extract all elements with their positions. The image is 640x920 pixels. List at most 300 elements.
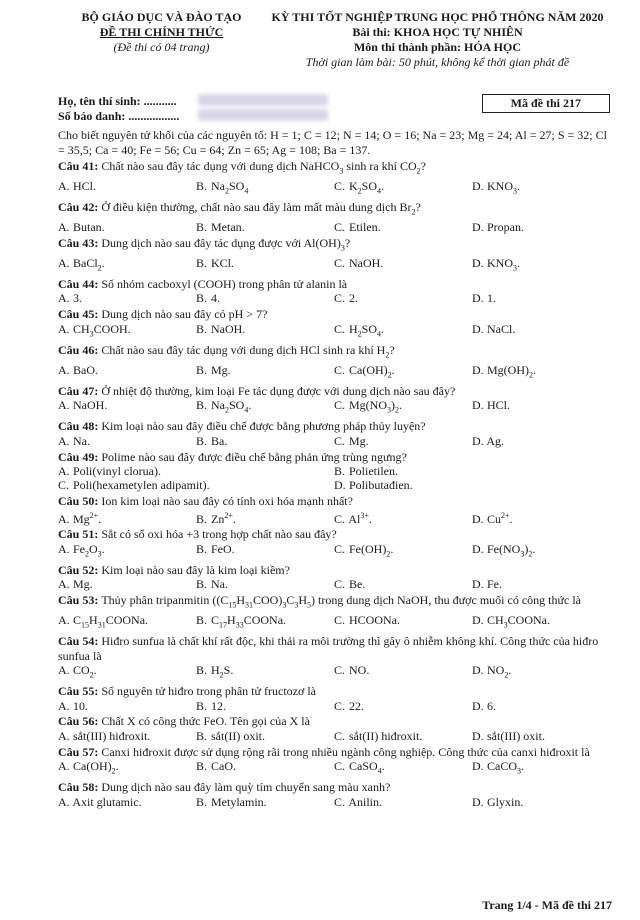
- option-letter: B.: [196, 179, 208, 194]
- question-stem: [58, 159, 610, 179]
- option-text: 2.: [346, 291, 358, 306]
- answer-option: [334, 699, 472, 713]
- option-letter: D.: [472, 179, 484, 194]
- option-text: $KNO_3$.: [484, 179, 520, 196]
- option-text: sắt(II) hiđroxit.: [346, 728, 423, 743]
- option-text: $K_2SO_4$.: [346, 179, 385, 196]
- question-number: Câu 55:: [58, 684, 102, 699]
- question-text: Số nguyên tử hiđro trong phân tử fructozơ là: [101, 684, 316, 699]
- answer-options: [58, 542, 610, 562]
- answer-options: [58, 464, 610, 493]
- option-letter: A.: [58, 255, 70, 270]
- answer-option: [58, 291, 196, 305]
- question-stem: [58, 200, 610, 220]
- answer-option: [334, 291, 472, 305]
- answer-option: [334, 220, 472, 234]
- option-letter: D.: [472, 794, 484, 809]
- question-text: Ở nhiệt độ thường, kim loại Fe tác dụng được với dung dịch nào sau đây?: [101, 383, 456, 398]
- option-text: 4.: [208, 291, 220, 306]
- option-letter: B.: [196, 362, 208, 377]
- option-text: $Na_2SO_4$.: [208, 398, 252, 415]
- option-text: $NO_2$.: [484, 662, 512, 680]
- option-letter: C.: [334, 220, 346, 235]
- option-text: $Mg^{2+}$.: [70, 510, 102, 526]
- answer-option: [196, 729, 334, 743]
- question-number: Câu 47:: [58, 383, 102, 398]
- option-text: $Zn^{2+}$.: [208, 510, 236, 526]
- header-right: [265, 10, 610, 70]
- option-letter: A.: [58, 758, 70, 773]
- option-letter: B.: [196, 398, 208, 413]
- answer-option: [334, 509, 472, 526]
- question-stem: [58, 684, 610, 698]
- answer-option: [58, 729, 196, 743]
- answer-option: [58, 434, 196, 448]
- answer-option: [472, 256, 610, 276]
- answer-option: [58, 220, 196, 234]
- option-text: sắt(III) oxit.: [484, 728, 545, 743]
- option-text: Poli(hexametylen adipamit).: [70, 478, 210, 493]
- option-text: $Ca(OH)_2$.: [70, 758, 119, 776]
- option-text: $CH_3COOH$.: [70, 321, 131, 338]
- question-stem: [58, 714, 610, 728]
- answer-option: [472, 220, 610, 234]
- option-letter: C.: [334, 321, 346, 336]
- ministry-name: BỘ GIÁO DỤC VÀ ĐÀO TẠO: [81, 10, 242, 24]
- answer-option: [334, 613, 472, 633]
- option-letter: D.: [472, 220, 484, 235]
- answer-option: [196, 795, 334, 809]
- question: [58, 343, 610, 383]
- answer-options: [58, 322, 610, 342]
- option-text: Glyxin.: [484, 794, 524, 809]
- question: [58, 200, 610, 234]
- option-letter: D.: [472, 362, 484, 377]
- option-letter: D.: [334, 478, 346, 493]
- option-text: 12.: [208, 698, 226, 713]
- option-text: $Mg(NO_3)_2$.: [346, 398, 402, 415]
- question: [58, 563, 610, 592]
- option-text: $CH_3COONa$.: [484, 612, 550, 630]
- question-text: Sắt có số oxi hóa +3 trong hợp chất nào sau đây?: [101, 527, 337, 542]
- option-text: $Fe(NO_3)_2$.: [484, 541, 536, 559]
- option-letter: B.: [196, 662, 208, 677]
- answer-option: [334, 759, 472, 779]
- option-text: CaSO$_4$.: [346, 758, 385, 776]
- answer-option: [58, 663, 196, 683]
- question-number: Câu 54:: [58, 634, 102, 649]
- answer-option: [472, 613, 610, 633]
- option-text: CaCO$_3$.: [484, 758, 524, 776]
- answer-option: [196, 322, 334, 342]
- answer-option: [472, 577, 610, 591]
- answer-option: [58, 478, 334, 492]
- question-number: Câu 49:: [58, 449, 102, 464]
- option-text: NaCl.: [484, 321, 516, 336]
- option-letter: A.: [58, 541, 70, 556]
- question-number: Câu 44:: [58, 276, 102, 291]
- option-letter: B.: [196, 291, 208, 306]
- question-stem: [58, 277, 610, 291]
- option-text: HCOONa.: [346, 612, 400, 627]
- option-letter: C.: [334, 291, 346, 306]
- question-stem: [58, 593, 610, 613]
- option-text: 1.: [484, 291, 496, 306]
- option-text: NaOH.: [208, 321, 246, 336]
- option-letter: C.: [58, 478, 70, 493]
- option-letter: D.: [472, 577, 484, 592]
- answer-option: [334, 256, 472, 276]
- option-letter: C.: [334, 758, 346, 773]
- question-stem: [58, 343, 610, 363]
- exam-title: KỲ THI TỐT NGHIỆP TRUNG HỌC PHỔ THÔNG NĂM 2020: [271, 10, 604, 24]
- answer-option: [196, 613, 334, 633]
- answer-option: [58, 398, 196, 418]
- option-text: Butan.: [70, 220, 105, 235]
- option-text: $CO_2$.: [70, 662, 97, 680]
- answer-options: [58, 663, 610, 683]
- answer-option: [334, 322, 472, 342]
- option-text: 10.: [70, 698, 88, 713]
- atomic-mass-intro: Cho biết nguyên tử khối của các nguyên tố: H = 1; C = 12; N = 14; O = 16; Na = 23; Mg = 24; Al = 27; S = 32; Cl = 35,5; Ca = 40; Fe = 56; Cu = 64; Zn = 65; Ag = 108; Ba = 137.: [58, 128, 607, 157]
- option-letter: B.: [196, 612, 208, 627]
- answer-option: [472, 509, 610, 526]
- option-letter: C.: [334, 577, 346, 592]
- answer-options: [58, 291, 610, 305]
- option-text: $KNO_3$.: [484, 255, 520, 273]
- option-letter: D.: [472, 728, 484, 743]
- answer-options: [58, 434, 610, 448]
- question: [58, 745, 610, 779]
- answer-option: [472, 729, 610, 743]
- option-letter: D.: [472, 758, 484, 773]
- question-number: Câu 46:: [58, 342, 102, 357]
- option-letter: B.: [196, 577, 208, 592]
- answer-option: [58, 577, 196, 591]
- question-number: Câu 52:: [58, 562, 102, 577]
- answer-option: [196, 577, 334, 591]
- question-text: Polime nào sau đây được điều chế bằng phản ứng trùng ngưng?: [101, 449, 407, 464]
- option-letter: D.: [472, 398, 484, 413]
- official-label: ĐỀ THI CHÍNH THỨC: [99, 25, 224, 39]
- option-letter: C.: [334, 255, 346, 270]
- question-number: Câu 51:: [58, 527, 102, 542]
- answer-option: [472, 699, 610, 713]
- option-text: $Cu^{2+}$.: [484, 510, 513, 526]
- option-text: Polietilen.: [346, 463, 398, 478]
- question: [58, 159, 610, 199]
- option-text: Metylamin.: [208, 794, 267, 809]
- option-text: Etilen.: [346, 220, 381, 235]
- option-text: $Al^{3+}$.: [346, 510, 372, 526]
- question-number: Câu 58:: [58, 780, 102, 795]
- option-letter: D.: [472, 255, 484, 270]
- option-letter: D.: [472, 291, 484, 306]
- answer-option: [196, 759, 334, 779]
- option-text: Be.: [346, 577, 366, 592]
- answer-option: [472, 179, 610, 199]
- option-letter: A.: [58, 321, 70, 336]
- question-number: Câu 43:: [58, 235, 102, 250]
- question: [58, 634, 610, 683]
- answer-option: [472, 795, 610, 809]
- option-letter: C.: [334, 179, 346, 194]
- option-text: Polibutađien.: [346, 478, 413, 493]
- answer-option: [334, 478, 610, 492]
- question-stem: [58, 745, 610, 759]
- option-letter: B.: [196, 511, 208, 526]
- option-text: Poli(vinyl clorua).: [70, 463, 161, 478]
- option-text: NaOH.: [70, 398, 108, 413]
- question-text: Chất nào sau đây tác dụng với dung dịch NaHCO$_3$ sinh ra khí $CO_2$?: [101, 159, 426, 176]
- question-text: Ở điều kiện thường, chất nào sau đây làm mất màu dung dịch $Br_2$?: [101, 200, 421, 217]
- question: [58, 277, 610, 306]
- option-text: Na.: [70, 433, 90, 448]
- answer-option: [196, 291, 334, 305]
- answer-option: [334, 542, 472, 562]
- option-text: Fe.: [484, 577, 502, 592]
- answer-options: [58, 759, 610, 779]
- question-number: Câu 41:: [58, 159, 102, 174]
- option-letter: C.: [334, 612, 346, 627]
- answer-option: [472, 542, 610, 562]
- answer-option: [58, 795, 196, 809]
- option-text: NO.: [346, 662, 370, 677]
- answer-options: [58, 699, 610, 713]
- option-text: $Fe_2O_3$.: [70, 541, 105, 559]
- option-letter: C.: [334, 398, 346, 413]
- option-letter: C.: [334, 794, 346, 809]
- question: [58, 527, 610, 561]
- question-stem: [58, 563, 610, 577]
- question-number: Câu 50:: [58, 494, 102, 509]
- answer-option: [58, 613, 196, 633]
- page-count-note: (Đề thi có 04 trang): [113, 40, 210, 54]
- question-text: Hiđro sunfua là chất khí rất độc, khi thải ra môi trường thì gây ô nhiễm không khí. Công thức của hiđro sunfua là: [58, 634, 599, 663]
- question: [58, 236, 610, 276]
- page-footer: Trang 1/4 - Mã đề thi 217: [482, 898, 612, 912]
- option-text: Ba.: [208, 433, 228, 448]
- option-letter: C.: [334, 511, 346, 526]
- option-letter: A.: [58, 398, 70, 413]
- answer-option: [472, 759, 610, 779]
- answer-option: [472, 663, 610, 683]
- question-stem: [58, 780, 610, 794]
- question-text: Ion kim loại nào sau đây có tính oxi hóa mạnh nhất?: [101, 494, 353, 509]
- question-number: Câu 56:: [58, 714, 102, 729]
- option-text: NaOH.: [346, 255, 384, 270]
- answer-options: [58, 613, 610, 633]
- option-text: Mg.: [346, 433, 369, 448]
- option-letter: D.: [472, 321, 484, 336]
- option-letter: B.: [196, 541, 208, 556]
- answer-options: [58, 795, 610, 809]
- answer-option: [196, 179, 334, 199]
- answer-option: [196, 509, 334, 526]
- question-text: Chất X có công thức FeO. Tên gọi của X là: [101, 714, 310, 729]
- option-letter: D.: [472, 541, 484, 556]
- answer-options: [58, 577, 610, 591]
- answer-option: [58, 699, 196, 713]
- option-letter: B.: [196, 728, 208, 743]
- candidate-id-label: Số báo danh: .................: [58, 109, 180, 123]
- answer-option: [472, 291, 610, 305]
- answer-option: [472, 398, 610, 418]
- exam-code-box: Mã đề thi 217: [482, 94, 610, 113]
- time-note: Thời gian làm bài: 50 phút, không kể thời gian phát đề: [305, 55, 570, 69]
- option-text: Propan.: [484, 220, 524, 235]
- option-text: 3.: [70, 291, 82, 306]
- answer-options: [58, 509, 610, 526]
- option-text: $C_{15}H_{31}COONa$.: [70, 612, 149, 630]
- candidate-name-label: Họ, tên thí sinh: ...........: [58, 94, 177, 108]
- question-number: Câu 53:: [58, 593, 102, 608]
- question: [58, 307, 610, 341]
- answer-option: [58, 256, 196, 276]
- redacted-name: [198, 94, 328, 106]
- question-number: Câu 45:: [58, 307, 102, 322]
- option-text: CaO.: [208, 758, 236, 773]
- component-label: Môn thi thành phần: HÓA HỌC: [353, 40, 522, 54]
- option-text: $Na_2SO_4$: [208, 179, 249, 196]
- option-letter: C.: [334, 662, 346, 677]
- redacted-id: [198, 109, 328, 121]
- option-letter: A.: [58, 794, 70, 809]
- candidate-block: [58, 94, 610, 126]
- question-stem: [58, 384, 610, 398]
- question-text: Kim loại nào sau đây là kim loại kiềm?: [101, 562, 290, 577]
- option-letter: A.: [58, 728, 70, 743]
- option-text: $H_2SO_4$.: [346, 321, 385, 338]
- question-stem: [58, 307, 610, 321]
- option-text: Axit glutamic.: [70, 794, 142, 809]
- answer-option: [196, 434, 334, 448]
- option-text: sắt(III) hiđroxit.: [70, 728, 151, 743]
- answer-option: [472, 434, 610, 448]
- question-text: Canxi hiđroxit được sử dụng rộng rãi trong nhiều ngành công nghiệp. Công thức của canxi hiđroxit là: [101, 744, 590, 759]
- answer-option: [196, 542, 334, 562]
- option-letter: A.: [58, 577, 70, 592]
- question-text: Dung dịch nào sau đây có pH > 7?: [101, 307, 268, 322]
- option-letter: C.: [334, 698, 346, 713]
- answer-option: [58, 509, 196, 526]
- option-text: 22.: [346, 698, 364, 713]
- question-stem: [58, 450, 610, 464]
- answer-option: [334, 663, 472, 683]
- answer-options: [58, 363, 610, 383]
- option-letter: D.: [472, 612, 484, 627]
- option-text: $C_{17}H_{33}COONa$.: [208, 612, 287, 630]
- question-number: Câu 48:: [58, 419, 102, 434]
- question-text: Dung dịch nào sau đây làm quỳ tím chuyển sang màu xanh?: [101, 780, 391, 795]
- question-list: [58, 159, 610, 809]
- option-letter: A.: [58, 291, 70, 306]
- option-text: FeO.: [208, 541, 235, 556]
- option-text: $H_2S$.: [208, 662, 234, 680]
- option-letter: D.: [472, 511, 484, 526]
- option-text: Mg.: [208, 362, 231, 377]
- answer-options: [58, 179, 610, 199]
- question: [58, 384, 610, 418]
- question-stem: [58, 634, 610, 663]
- answer-option: [334, 464, 610, 478]
- answer-option: [334, 363, 472, 383]
- option-text: Ag.: [484, 433, 505, 448]
- option-letter: A.: [58, 612, 70, 627]
- option-letter: B.: [196, 255, 208, 270]
- answer-option: [472, 363, 610, 383]
- option-text: $Fe(OH)_2$.: [346, 541, 394, 559]
- question-text: Số nhóm cacboxyl (COOH) trong phân tử alanin là: [101, 276, 348, 291]
- question-text: Thủy phân tripanmitin $((C_{15}H_{31}COO)_3C_3H_5)$ trong dung dịch NaOH, thu được muối có công thức là: [101, 593, 581, 610]
- option-letter: B.: [334, 463, 346, 478]
- question: [58, 593, 610, 633]
- option-letter: D.: [472, 662, 484, 677]
- question: [58, 780, 610, 809]
- option-letter: A.: [58, 463, 70, 478]
- header-left: [58, 10, 265, 70]
- answer-option: [472, 322, 610, 342]
- answer-option: [196, 663, 334, 683]
- answer-option: [334, 729, 472, 743]
- option-text: Mg.: [70, 577, 93, 592]
- answer-options: [58, 729, 610, 743]
- option-letter: A.: [58, 662, 70, 677]
- option-text: BaCl$_2$.: [70, 255, 105, 273]
- answer-option: [334, 398, 472, 418]
- answer-option: [334, 577, 472, 591]
- option-text: sắt(II) oxit.: [208, 728, 265, 743]
- option-letter: B.: [196, 321, 208, 336]
- question-text: Dung dịch nào sau đây tác dụng được với $Al(OH)_3$?: [101, 235, 351, 253]
- answer-options: [58, 398, 610, 418]
- answer-options: [58, 256, 610, 276]
- option-letter: A.: [58, 220, 70, 235]
- option-letter: A.: [58, 362, 70, 377]
- answer-option: [196, 256, 334, 276]
- option-letter: B.: [196, 794, 208, 809]
- answer-option: [58, 464, 334, 478]
- option-letter: A.: [58, 511, 70, 526]
- question-stem: [58, 236, 610, 256]
- question: [58, 494, 610, 526]
- option-letter: B.: [196, 698, 208, 713]
- question: [58, 450, 610, 493]
- answer-option: [58, 542, 196, 562]
- option-letter: C.: [334, 728, 346, 743]
- question-number: Câu 42:: [58, 200, 102, 215]
- option-text: $Ca(OH)_2$.: [346, 362, 395, 379]
- option-letter: B.: [196, 758, 208, 773]
- header: [58, 10, 610, 70]
- answer-option: [196, 363, 334, 383]
- answer-option: [196, 220, 334, 234]
- option-letter: C.: [334, 362, 346, 377]
- answer-option: [196, 398, 334, 418]
- option-letter: D.: [472, 698, 484, 713]
- option-text: Metan.: [208, 220, 245, 235]
- question: [58, 684, 610, 713]
- answer-options: [58, 220, 610, 234]
- option-letter: A.: [58, 179, 70, 194]
- option-letter: A.: [58, 433, 70, 448]
- option-letter: C.: [334, 433, 346, 448]
- question-text: Kim loại nào sau đây điều chế được bằng phương pháp thủy luyện?: [101, 419, 426, 434]
- option-text: Na.: [208, 577, 228, 592]
- answer-option: [58, 322, 196, 342]
- question-stem: [58, 527, 610, 541]
- option-text: $Mg(OH)_2$.: [484, 362, 536, 379]
